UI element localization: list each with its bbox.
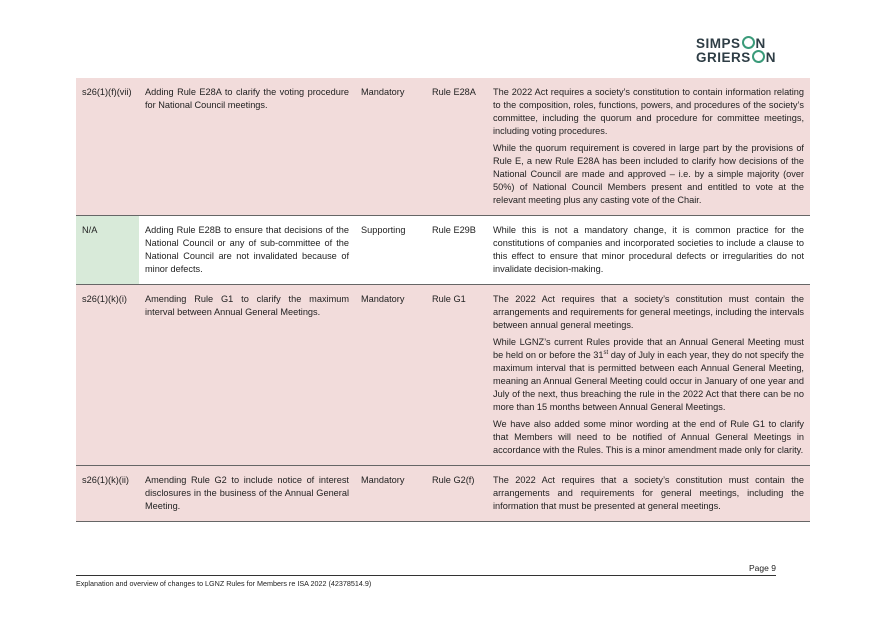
- table-row: [76, 466, 810, 522]
- page-number: Page 9: [749, 563, 776, 573]
- change-type: Mandatory: [355, 78, 426, 216]
- explanation-cell: [487, 78, 810, 216]
- explanation-text: While LGNZ’s current Rules provide that an Annual General Meeting must be held on or before the 31st day of July in each year, they do not specify the maximum interval that is permitted between each Annual General Meeting, meaning an Annual General Meeting could occur in January of one year and July of the next, thus breaching the rule in the 2022 Act that there can be no more than 15 months between Annual General Meetings.: [493, 337, 804, 412]
- change-description: Adding Rule E28B to ensure that decisions of the National Council or any of sub-committee of the National Council are not invalidated because of minor defects.: [139, 216, 355, 285]
- table-row: [76, 216, 810, 285]
- section-cell: s26(1)(f)(vii): [76, 78, 139, 216]
- rule-reference: Rule G2(f): [426, 466, 487, 522]
- explanation-cell: [487, 285, 810, 466]
- section-cell: N/A: [76, 216, 139, 285]
- table-row: [76, 78, 810, 216]
- explanation-cell: [487, 216, 810, 285]
- section-cell: s26(1)(k)(ii): [76, 466, 139, 522]
- explanation-paragraph: While this is not a mandatory change, it is common practice for the constitutions of companies and incorporated societies to include a clause to this effect to ensure that minor procedural defects or irregularities do not invalidate decision-making.: [493, 225, 804, 274]
- changes-table: [76, 78, 810, 522]
- ordinal-suffix: st: [603, 349, 609, 356]
- change-description: Amending Rule G2 to include notice of interest disclosures in the business of the Annual General Meeting.: [139, 466, 355, 522]
- explanation-paragraph: While the quorum requirement is covered in large part by the provisions of Rule E, a new Rule E28A has been included to clarify how decisions of the National Council are made and approved – i.e. by a simple majority (over 50%) of National Council Members present and entitled to vote at the relevant meeting plus any casting vote of the Chair.: [493, 143, 804, 205]
- change-description: Amending Rule G1 to clarify the maximum interval between Annual General Meetings.: [139, 285, 355, 466]
- change-type: Mandatory: [355, 285, 426, 466]
- change-description: Adding Rule E28A to clarify the voting procedure for National Council meetings.: [139, 78, 355, 216]
- logo-ring-icon: [742, 36, 755, 49]
- footer-text: Explanation and overview of changes to LGNZ Rules for Members re ISA 2022 (42378514.9): [76, 579, 372, 588]
- explanation-paragraph: The 2022 Act requires that a society’s constitution must contain the arrangements and requirements for general meetings, including the intervals between annual general meetings.: [493, 294, 804, 330]
- explanation-paragraph: The 2022 Act requires a society’s constitution to contain information relating to the composition, roles, functions, powers, and procedures of the society’s committee, including the quorum and procedure for committee meetings, including voting procedures.: [493, 87, 804, 136]
- explanation-paragraph: We have also added some minor wording at the end of Rule G1 to clarify that Members will need to be notified of Annual General Meetings in accordance with the Rules. This is a minor amendment made only for clarity.: [493, 419, 804, 455]
- change-type: Mandatory: [355, 466, 426, 522]
- simpson-grierson-logo: SIMPS N GRIERS N: [696, 36, 777, 65]
- footer-divider: [76, 575, 776, 576]
- explanation-paragraph: [493, 336, 804, 414]
- logo-ring-icon: [752, 50, 765, 63]
- explanation-paragraph: The 2022 Act requires that a society’s constitution must contain the arrangements and requirements for general meetings, including the information that must be presented at general meetings.: [493, 475, 804, 511]
- explanation-cell: [487, 466, 810, 522]
- section-cell: s26(1)(k)(i): [76, 285, 139, 466]
- rule-reference: Rule E28A: [426, 78, 487, 216]
- rule-reference: Rule E29B: [426, 216, 487, 285]
- table-row: [76, 285, 810, 466]
- rule-reference: Rule G1: [426, 285, 487, 466]
- change-type: Supporting: [355, 216, 426, 285]
